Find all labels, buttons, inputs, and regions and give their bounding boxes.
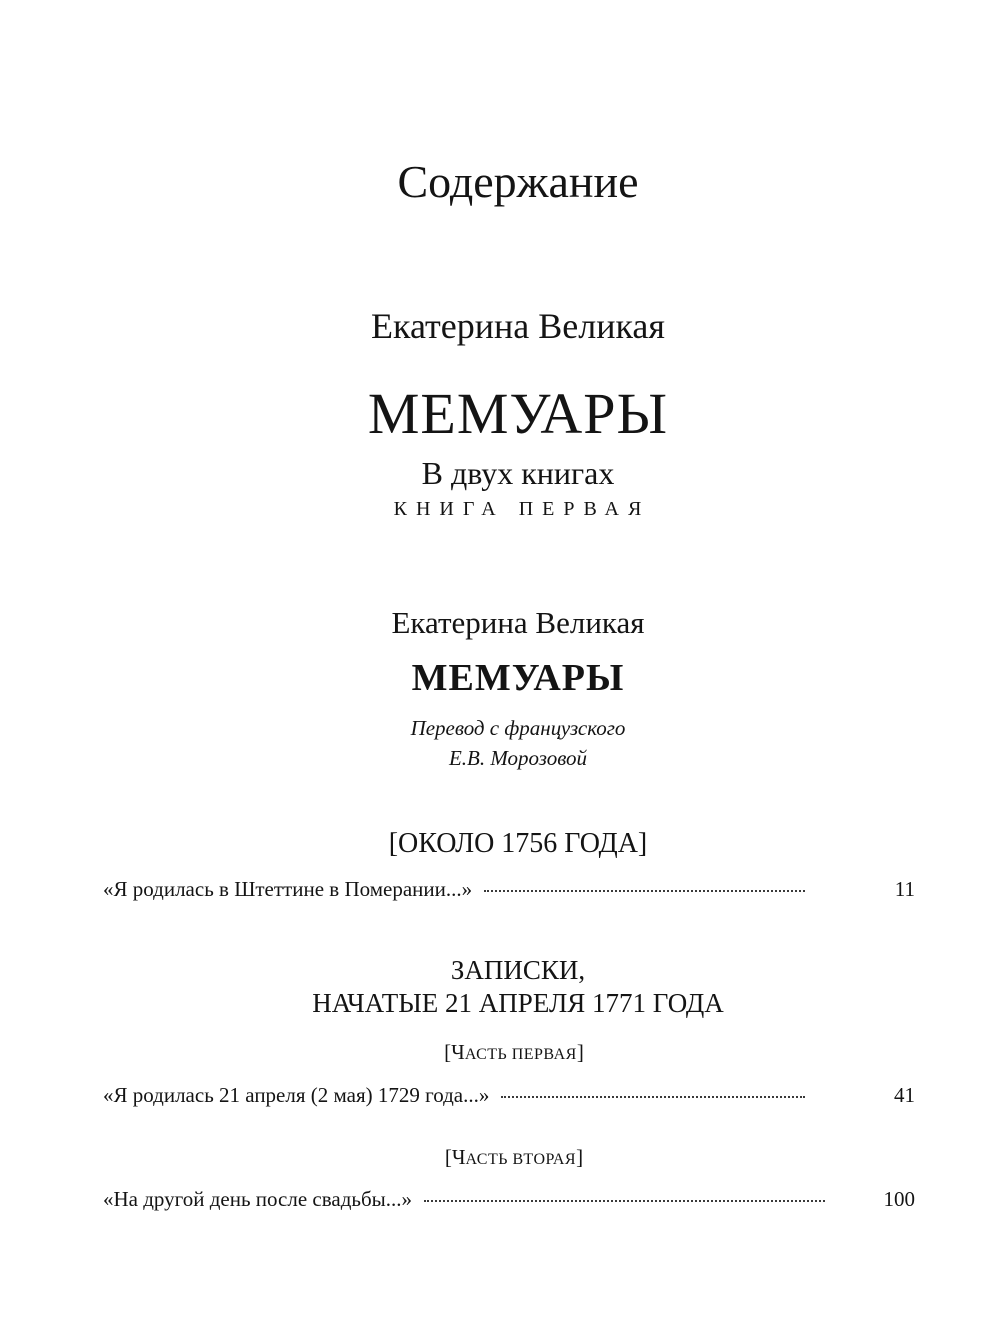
toc-entry-3-dot-leader: [424, 1200, 825, 1202]
part-2-open-bracket: [: [444, 1145, 452, 1169]
part-1-close-bracket: ]: [576, 1040, 584, 1064]
book-2-author: Екатерина Великая: [391, 605, 645, 640]
part-1-initial: Ч: [451, 1040, 465, 1064]
section-2-heading-line-2: НАЧАТЫЕ 21 АПРЕЛЯ 1771 ГОДА: [312, 988, 724, 1018]
part-2-initial: Ч: [451, 1145, 466, 1169]
toc-entry-1-dot-leader: [484, 890, 805, 892]
toc-entry-2[interactable]: [103, 1083, 915, 1108]
translation-credit-line-1: Перевод с французского: [410, 716, 626, 740]
part-1-open-bracket: [: [444, 1040, 452, 1064]
toc-entry-1[interactable]: [103, 877, 915, 902]
book-1-subtitle: В двух книгах: [421, 455, 615, 491]
toc-entry-1-page-number: 11: [894, 877, 915, 901]
part-1-rest: АСТЬ ПЕРВАЯ: [464, 1046, 577, 1063]
section-1-heading: [ОКОЛО 1756 ГОДА]: [388, 828, 648, 859]
part-2-heading: [14, 1145, 1000, 1170]
section-2-heading-line-1: ЗАПИСКИ,: [450, 955, 586, 985]
book-1-author: Екатерина Великая: [371, 306, 665, 346]
translation-credit-line-2: Е.В. Морозовой: [448, 746, 588, 770]
toc-entry-2-page-number: 41: [894, 1083, 915, 1107]
toc-entry-2-text: «Я родилась 21 апреля (2 мая) 1729 года...»: [103, 1083, 490, 1107]
toc-entry-3-text: «На другой день после свадьбы...»: [103, 1187, 413, 1211]
table-of-contents-heading: Содержание: [397, 156, 639, 207]
book-1-title: МЕМУАРЫ: [367, 381, 669, 446]
part-2-close-bracket: ]: [576, 1145, 584, 1169]
book-2-title: МЕМУАРЫ: [411, 657, 625, 699]
book-1-volume-label: КНИГА ПЕРВАЯ: [393, 498, 651, 520]
toc-entry-3[interactable]: [103, 1187, 915, 1212]
toc-entry-1-text: «Я родилась в Штеттине в Померании...»: [103, 877, 473, 901]
part-2-rest: АСТЬ ВТОРАЯ: [465, 1151, 577, 1168]
part-1-heading: [14, 1040, 1000, 1065]
toc-entry-3-page-number: 100: [883, 1187, 915, 1211]
toc-entry-2-dot-leader: [501, 1096, 805, 1098]
